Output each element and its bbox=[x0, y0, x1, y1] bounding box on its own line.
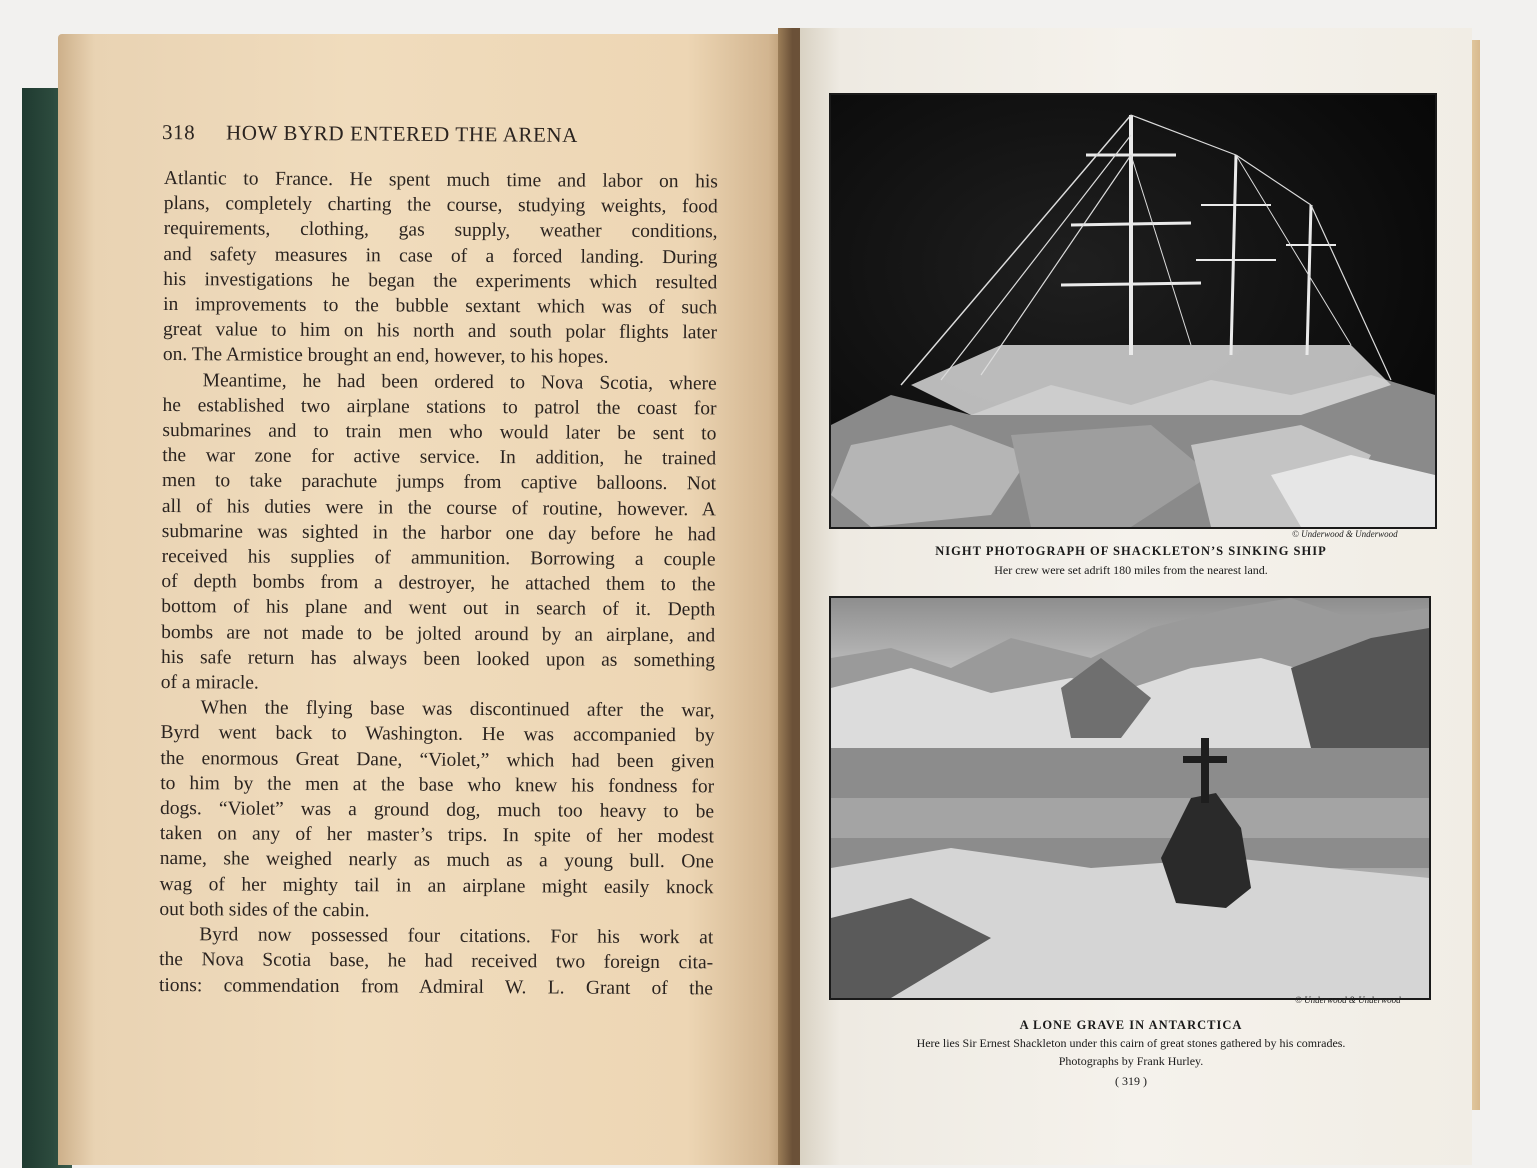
page-number-right: ( 319 ) bbox=[1115, 1074, 1147, 1088]
plate-2-title: A LONE GRAVE IN ANTARCTICA bbox=[1019, 1018, 1243, 1032]
text-line: submarines and to train men who would later be sent to bbox=[162, 420, 717, 445]
text-line: requirements, clothing, gas supply, weather conditions, bbox=[163, 218, 718, 243]
text-line: great value to him on his north and south polar flights later bbox=[162, 319, 718, 344]
plate-1-title: NIGHT PHOTOGRAPH OF SHACKLETON’S SINKING SHIP bbox=[935, 544, 1327, 558]
text-line: plans, completely charting the course, studying weights, food bbox=[163, 193, 718, 218]
text-line: of a miracle. bbox=[160, 672, 259, 694]
text-line: Atlantic to France. He spent much time and labor on his bbox=[163, 167, 718, 193]
text-line: and safety measures in case of a forced landing. During bbox=[163, 243, 718, 268]
page-number-left: 318 bbox=[161, 120, 196, 145]
photo-credit: © Underwood & Underwood bbox=[1292, 529, 1398, 539]
plate-1-subtitle: Her crew were set adrift 180 miles from the nearest land. bbox=[994, 563, 1268, 577]
text-line: out both sides of the cabin. bbox=[159, 898, 370, 922]
text-line: wag of her mighty tail in an airplane might easily knock bbox=[159, 873, 714, 899]
text-line: the enormous Great Dane, “Violet,” which had been given bbox=[160, 747, 715, 773]
text-line: his investigations he began the experiments which resulted bbox=[163, 268, 718, 294]
text-line: Meantime, he had been ordered to Nova Scotia, where bbox=[202, 369, 717, 395]
text-line: tions: commendation from Admiral W. L. Grant of the bbox=[158, 974, 714, 999]
text-line: submarine was sighted in the harbor one day before he had bbox=[161, 520, 716, 546]
text-line: name, she weighed nearly as much as a young bull. One bbox=[159, 848, 714, 873]
photo-credit: © Underwood & Underwood bbox=[1295, 995, 1401, 1005]
text-line: received his supplies of ammunition. Borrowing a couple bbox=[161, 546, 716, 571]
text-line: all of his duties were in the course of routine, however. A bbox=[161, 495, 716, 521]
text-line: bombs are not made to be jolted around by an airplane, and bbox=[161, 621, 716, 647]
text-line: on. The Armistice brought an end, however, to his hopes. bbox=[162, 344, 609, 369]
text-line: his safe return has always been looked upon as something bbox=[160, 646, 716, 672]
text-line: to him by the men at the base who knew his fondness for bbox=[160, 772, 715, 798]
text-line: When the flying base was discontinued after the war, bbox=[200, 697, 715, 722]
running-header bbox=[162, 120, 722, 149]
text-line: of depth bombs from a destroyer, he attached them to the bbox=[161, 571, 716, 596]
grave-photo bbox=[829, 596, 1431, 1000]
running-head-title: HOW BYRD ENTERED THE ARENA bbox=[225, 120, 579, 147]
text-line: in improvements to the bubble sextant which was of such bbox=[163, 294, 718, 319]
text-line: the Nova Scotia base, he had received two foreign cita- bbox=[159, 949, 714, 974]
ship-photo bbox=[829, 93, 1437, 529]
text-line: he established two airplane stations to patrol the coast for bbox=[162, 394, 717, 420]
plate-2-photographer: Photographs by Frank Hurley. bbox=[1058, 1054, 1204, 1068]
plate-2-subtitle: Here lies Sir Ernest Shackleton under this cairn of great stones gathered by his comrades. bbox=[916, 1036, 1346, 1050]
body-text bbox=[159, 166, 718, 1001]
text-line: taken on any of her master’s trips. In spite of her modest bbox=[159, 823, 714, 848]
text-line: the war zone for active service. In addition, he trained bbox=[162, 445, 717, 470]
text-line: Byrd went back to Washington. He was accompanied by bbox=[160, 722, 715, 747]
text-line: bottom of his plane and went out in search of it. Depth bbox=[161, 596, 716, 621]
text-line: Byrd now possessed four citations. For his work at bbox=[199, 924, 714, 949]
text-line: dogs. “Violet” was a ground dog, much too heavy to be bbox=[160, 798, 715, 823]
text-line: men to take parachute jumps from captive balloons. Not bbox=[162, 470, 717, 495]
